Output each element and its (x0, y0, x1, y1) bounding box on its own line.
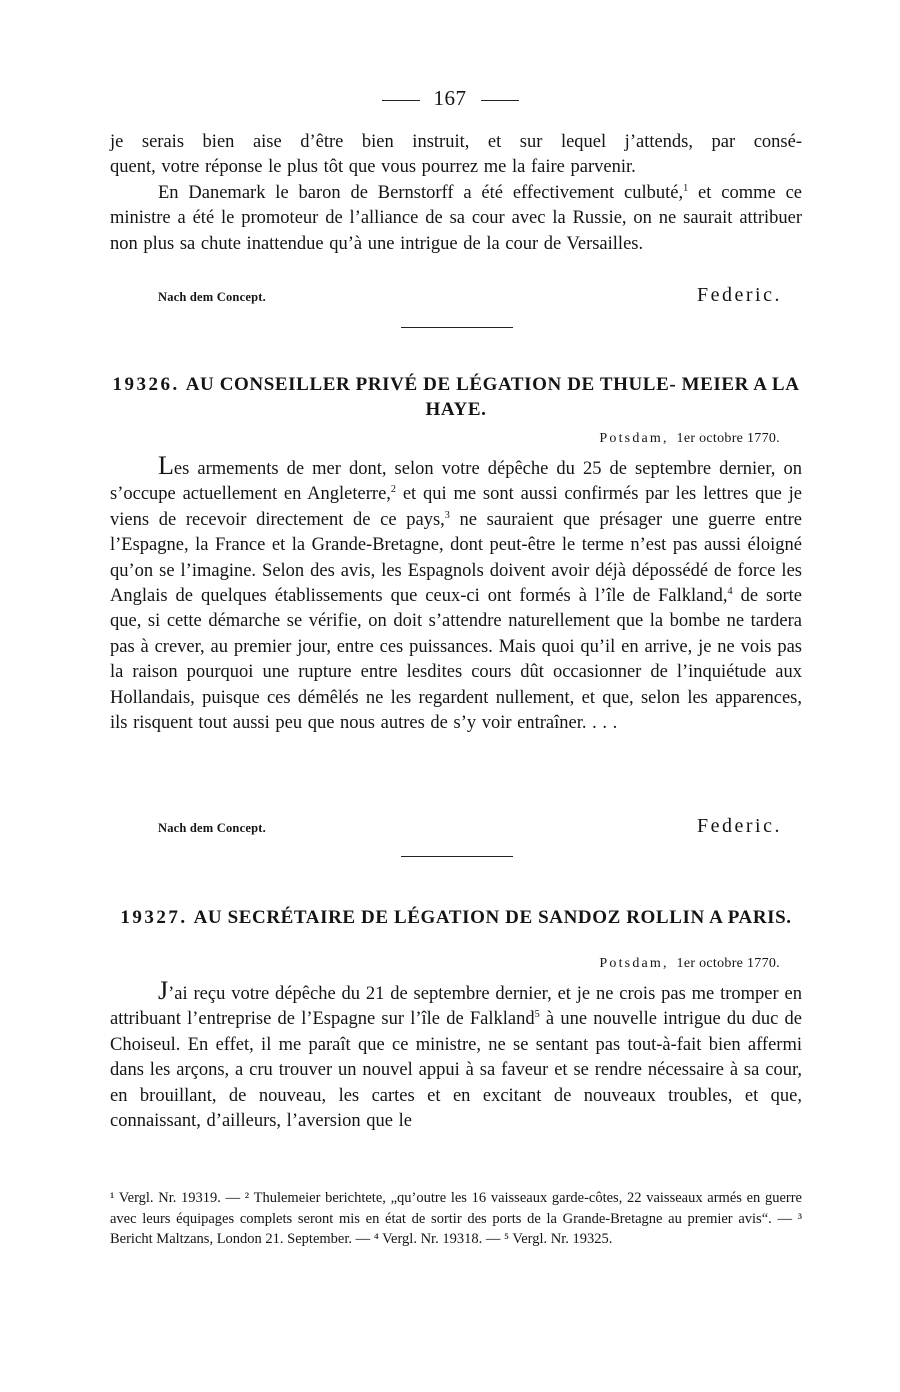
dateline-place: Potsdam, (599, 431, 669, 446)
dateline-date: 1er octobre 1770. (676, 956, 780, 971)
letter-text-a: ’ai reçu votre dépêche du 21 de septembre dernier, et je ne crois pas me tromper en attribuant l’entreprise de l’Espagne sur l’île de Falkland (110, 984, 802, 1030)
dateline-place: Potsdam, (599, 956, 669, 971)
section-divider (401, 856, 513, 857)
dateline-date: 1er octobre 1770. (676, 431, 780, 446)
letter-body-19326 (110, 451, 803, 736)
dateline-19326 (110, 431, 780, 447)
initial-letter: J (158, 976, 169, 1005)
footnote-ref-4: 4 (727, 585, 733, 597)
footnotes: ¹ Vergl. Nr. 19319. — ² Thulemeier berichtete, „qu’outre les 16 vaisseaux garde-côtes, 22 vaisseaux armés en guerre avec leurs équipages complets seront mis en état de sortir des ports de la Grande-Bretagne au premier avis“. — ³ Bericht Maltzans, London 21. September. — ⁴ Vergl. Nr. 19318. — ⁵ Vergl. Nr. 19325. (110, 1190, 802, 1247)
letter-heading-19326 (110, 372, 802, 422)
letter-text-b: à une nouvelle intrigue du duc de Choiseul. En effet, il me paraît que ce ministre, ne se sentant pas tout-à-fait bien affermi dans les arçons, a cru trouver un nouvel appui à sa faveur et se rendre nécessaire à sa cour, en brouillant, de nouveau, les cartes et en excitant de nouveaux troubles, et que, connaissant, d’ailleurs, l’aversion que le (110, 1009, 802, 1132)
signature: Federic. (697, 815, 782, 837)
letter-title: AU CONSEILLER PRIVÉ DE LÉGATION DE THULE- MEIER A LA HAYE. (185, 374, 800, 420)
footnote-ref-3: 3 (444, 509, 450, 521)
closing-row-19326 (158, 815, 782, 837)
letter-number: 19326. (112, 374, 180, 395)
letter-title: AU SECRÉTAIRE DE LÉGATION DE SANDOZ ROLLIN A PARIS. (193, 907, 792, 928)
page-number-dash-left (382, 100, 420, 101)
carryover-para2-b: et comme ce ministre a été le promoteur de l’alliance de sa cour avec la Russie, on ne saurait attribuer non plus sa chute inattendue qu’à une intrigue de la cour de Versailles. (110, 182, 802, 254)
page-number (0, 86, 900, 111)
letter-text-c: ne sauraient que présager une guerre entre l’Espagne, la France et la Grande-Bretagne, dont peut-être le terme n’est pas aussi éloigné qu’on se l’imagine. Selon des avis, les Espagnols doivent avoir déjà dépossédé de force les Anglais de quelques établissements que ceux-ci ont formés à l’île de Falkland, (110, 509, 803, 607)
letter-text-a: es armements de mer dont, selon votre dépêche du 25 de septembre dernier, on s’occupe actuellement en Angleterre, (110, 459, 802, 505)
letter-text-b: et qui me sont aussi confirmés par les lettres que je viens de recevoir directement de ce pays, (110, 484, 802, 530)
letter-heading-19327 (110, 905, 802, 930)
dateline-19327 (110, 956, 780, 972)
carryover-para2-a: En Danemark le baron de Bernstorff a été effectivement culbuté, (158, 182, 684, 203)
initial-letter: L (158, 451, 174, 480)
page-number-text: 167 (433, 86, 467, 110)
signature: Federic. (697, 284, 782, 306)
letter-number: 19327. (120, 907, 188, 928)
footnote-ref-5: 5 (534, 1009, 540, 1021)
source-note: Nach dem Concept. (158, 821, 266, 835)
section-divider (401, 327, 513, 328)
letter-body-19327 (110, 976, 802, 1134)
closing-row-carryover (158, 284, 782, 306)
carryover-paragraph-2 (110, 181, 802, 257)
carryover-line-1: je serais bien aise d’être bien instruit, et sur lequel j’attends, par consé- (110, 132, 802, 152)
carryover-line-2: quent, votre réponse le plus tôt que vous pourrez me la faire parvenir. (110, 157, 636, 178)
page-number-dash-right (481, 100, 519, 101)
source-note: Nach dem Concept. (158, 290, 266, 304)
letter-paragraph (110, 976, 802, 1134)
footnote-ref-1: 1 (683, 182, 689, 194)
letter-paragraph (110, 451, 803, 736)
footnote-ref-2: 2 (390, 484, 396, 496)
carryover-text (110, 130, 802, 257)
letter-text-d: de sorte que, si cette démarche se vérifie, on doit s’attendre naturellement que la bombe ne tardera pas à crever, au premier jour, entre ces puissances. Mais quoi qu’il en arrive, je ne vois pas la raison pourquoi une rupture entre lesdites cours dût occasionner de l’inquiétude aux Hollandais, puisque ces démêlés ne les regardent nullement, et que, selon les apparences, ils risquent tout aussi peu que nous autres de s’y voir entraîner. . . . (110, 586, 802, 734)
